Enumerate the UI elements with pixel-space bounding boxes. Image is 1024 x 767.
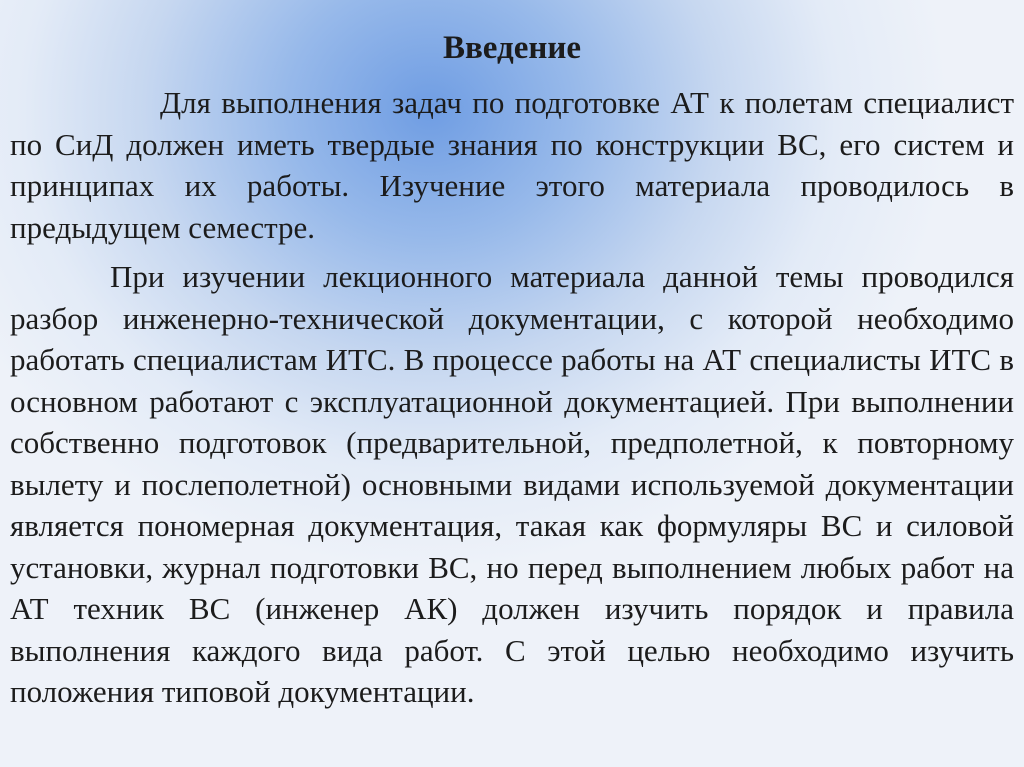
paragraph-intro: Для выполнения задач по подготовке АТ к полетам специалист по СиД должен иметь твердые знания по конструкции ВС, его систем и принципах их работы. Изучение этого материала проводилось в предыдущем семестре.: [10, 85, 1014, 245]
paragraph-documentation: При изучении лекционного материала данной темы проводился разбор инженерно-технической документации, с которой необходимо работать специалистам ИТС. В процессе работы на АТ специалисты ИТС в основном работают с эксплуатационной документацией. При выполнении собственно подготовок (предварительной, предполетной, к повторному вылету и послеполетной) основными видами используемой документации является пономерная документация, такая как формуляры ВС и силовой установки, журнал подготовки ВС, но перед выполнением любых работ на АТ техник ВС (инженер АК) должен изучить порядок и правила выполнения каждого вида работ. С этой целью необходимо изучить положения типовой документации.: [10, 259, 1014, 709]
slide-title: Введение: [442, 30, 582, 66]
